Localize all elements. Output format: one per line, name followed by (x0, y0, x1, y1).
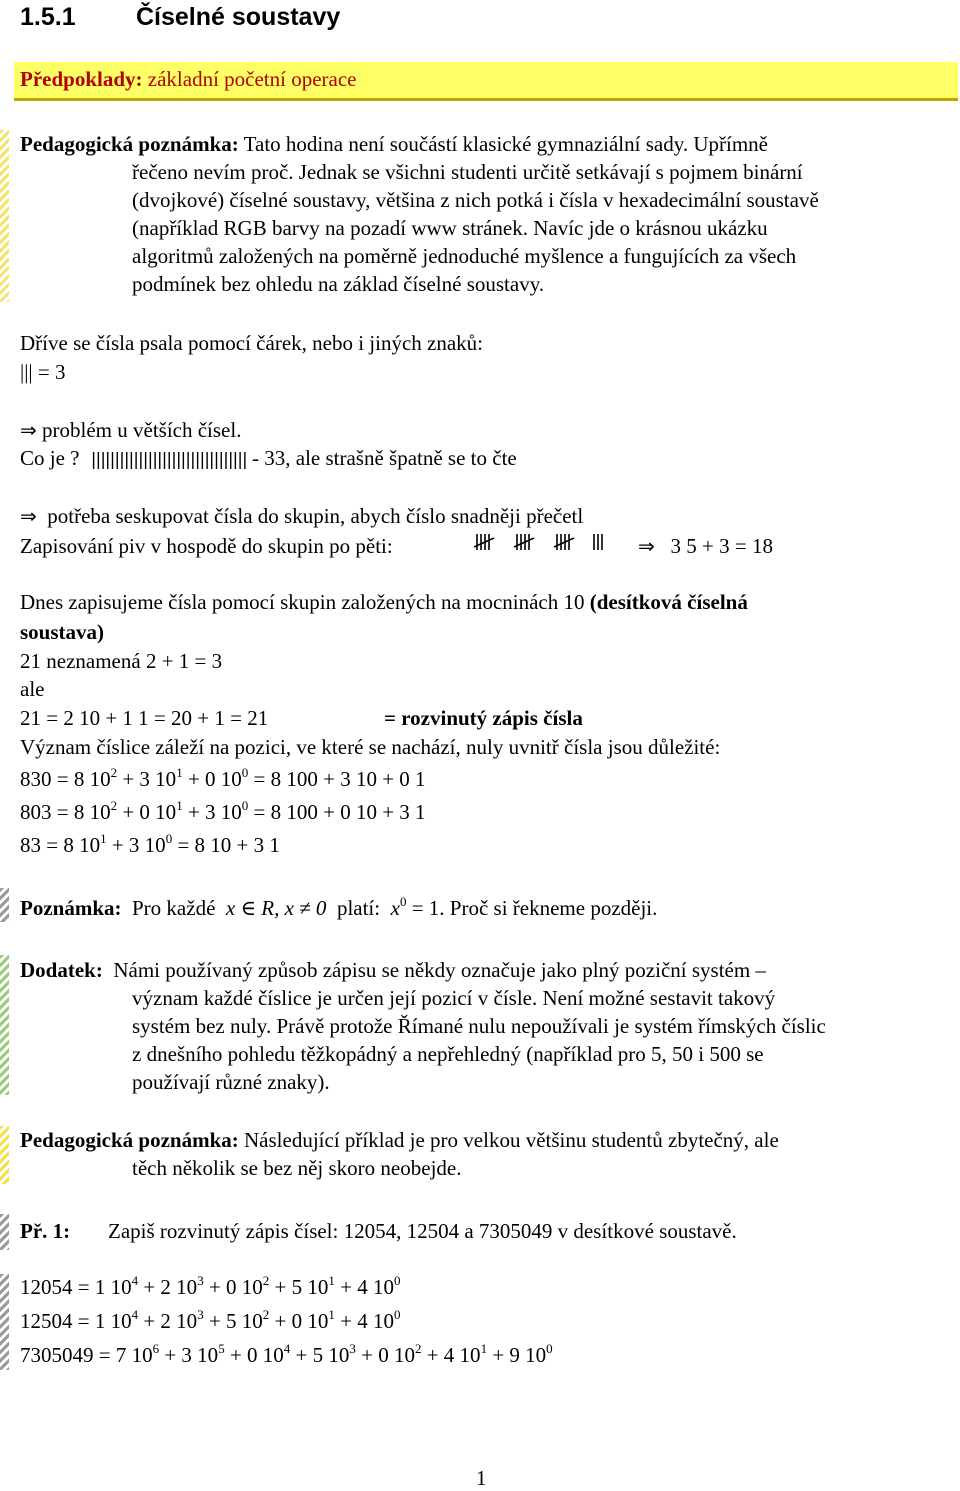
addendum-label: Dodatek: (20, 958, 103, 982)
note-math: = 1 (406, 896, 440, 920)
pedagogical-note-2 (20, 1126, 950, 1182)
section-number: 1.5.1 (20, 3, 76, 31)
note-math: x (390, 896, 400, 920)
example-1 (20, 1219, 70, 1244)
decimal-text: Dnes zapisujeme čísla pomocí skupin založených na mocninách 10 (20, 590, 585, 614)
margin-stripe (0, 1274, 9, 1370)
note-line: (dvojkové) číselné soustavy, většina z nich potká i čísla v hexadecimální soustavě (132, 188, 819, 212)
note-line: těch několik se bez něj skoro neobejde. (132, 1156, 462, 1180)
question-line (20, 446, 517, 471)
decimal-line-4: ale (20, 677, 45, 701)
pub-text: Zapisování piv v hospodě do skupin po pěti: (20, 534, 393, 558)
addendum (20, 956, 955, 1096)
note-line: Tato hodina není součástí klasické gymnaziální sady. Upřímně (243, 132, 769, 156)
margin-stripe (0, 955, 9, 1095)
note-line: podmínek bez ohledu na základ číselné soustavy. (132, 272, 545, 296)
decimal-line-5: 21 = 2 10 + 1 1 = 20 + 1 = 21 (20, 706, 269, 730)
prerequisites-text: základní početní operace (147, 67, 357, 91)
prerequisites-label: Předpoklady: (20, 67, 143, 91)
note-text: Pro každé (132, 896, 216, 920)
solution-7305049: 7305049 = 7 $10^6 + 3$ $10^5 + 0$ $10^4 + 5$ $10^3 + 0$ $10^2 + 4$ $10^1 + 9$ $10^0$ (20, 1341, 553, 1367)
page-title (20, 3, 340, 32)
addendum-line: systém bez nuly. Právě protože Římané nulu nepoužívali je systém římských číslic (132, 1014, 826, 1038)
margin-stripe (0, 1126, 9, 1184)
addendum-line: význam každé číslice je určen její pozicí v čísle. Není možné sestavit takový (132, 986, 776, 1010)
long-tally: ||||||||||||||||||||||||||||||||| (90, 450, 247, 470)
note-math: 0 (399, 894, 407, 909)
decimal-line-3: 21 neznamená 2 + 1 = 3 (20, 649, 223, 673)
tally-groups-icon (474, 532, 614, 554)
note-text: . Proč si řekneme později. (439, 896, 658, 920)
margin-stripe (0, 888, 9, 922)
decimal-line-6: Význam číslice záleží na pozici, ve které se nachází, nuly uvnitř čísla jsou důležité: (20, 735, 721, 759)
tally-example: ||| = 3 (20, 360, 66, 384)
example-text: Zapiš rozvinutý zápis čísel: 12054, 12504 a 7305049 v desítkové soustavě. (108, 1219, 737, 1243)
decimal-line-1 (20, 590, 748, 615)
section-title: Číselné soustavy (136, 3, 341, 31)
need-text: potřeba seskupovat čísla do skupin, abych číslo snadněji přečetl (47, 504, 584, 528)
expansion-803: 803 = 8 $10^2 + 0$ $10^1 + 3$ $10^0 = 8$ 100 + 0 10 + 3 1 (20, 798, 426, 824)
margin-stripe (0, 130, 9, 302)
intro-line: Dříve se čísla psala pomocí čárek, nebo i jiných znaků: (20, 331, 484, 355)
implies-arrow-icon: ⇒ (638, 534, 655, 558)
tally-comment: - 33, ale strašně špatně se to čte (252, 446, 517, 470)
expansion-83: 83 = 8 $10^1 + 3$ $10^0 = 8$ 10 + 3 1 (20, 831, 280, 857)
note-line: algoritmů založených na poměrně jednoduché myšlence a fungujících za všech (132, 244, 797, 268)
solution-12054: 12054 = 1 $10^4 + 2$ $10^3 + 0$ $10^2 + 5$ $10^1 + 4$ $10^0$ (20, 1273, 401, 1299)
note-text: platí: (336, 896, 381, 920)
note-line: řečeno nevím proč. Jednak se všichni studenti určitě setkávají s pojmem binární (132, 160, 803, 184)
addendum-line: z dnešního pohledu těžkopádný a nepřehledný (například pro 5, 50 i 500 se (132, 1042, 764, 1066)
need-line (20, 504, 583, 529)
pub-line (20, 534, 393, 559)
example-label: Př. 1: (20, 1219, 71, 1243)
decimal-line-2: soustava) (20, 620, 105, 644)
note-math: x ∈ R, x ≠ 0 (225, 896, 327, 920)
note-line: Následující příklad je pro velkou většinu studentů zbytečný, ale (244, 1128, 779, 1152)
pub-result-text: 3 5 + 3 = 18 (670, 534, 773, 558)
expanded-form-label: = rozvinutý zápis čísla (384, 706, 583, 730)
expansion-830: 830 = 8 $10^2 + 3$ $10^1 + 0$ $10^0 = 8$ 100 + 3 10 + 0 1 (20, 765, 426, 791)
note (20, 896, 657, 921)
problem-text: problém u větších čísel. (42, 418, 242, 442)
note-label: Poznámka: (20, 896, 122, 920)
addendum-line: používají různé znaky). (132, 1070, 330, 1094)
implies-arrow-icon: ⇒ (20, 504, 37, 528)
pedagogical-note-label: Pedagogická poznámka: (20, 132, 239, 156)
solution-12504: 12504 = 1 $10^4 + 2$ $10^3 + 5$ $10^2 + 0$ $10^1 + 4$ $10^0$ (20, 1307, 401, 1333)
page-number: 1 (476, 1466, 487, 1490)
prerequisites-banner (14, 62, 958, 101)
addendum-line: Námi používaný způsob zápisu se někdy označuje jako plný poziční systém – (113, 958, 766, 982)
note-line: (například RGB barvy na pozadí www stránek. Navíc jde o krásnou ukázku (132, 216, 768, 240)
decimal-bold: (desítková číselná (589, 590, 748, 614)
pedagogical-note-1 (20, 130, 950, 298)
problem-line (20, 418, 241, 443)
margin-stripe (0, 1214, 9, 1250)
pub-result (638, 534, 773, 559)
pedagogical-note-label: Pedagogická poznámka: (20, 1128, 239, 1152)
implies-arrow-icon: ⇒ (20, 418, 37, 442)
question-text: Co je ? (20, 446, 80, 470)
